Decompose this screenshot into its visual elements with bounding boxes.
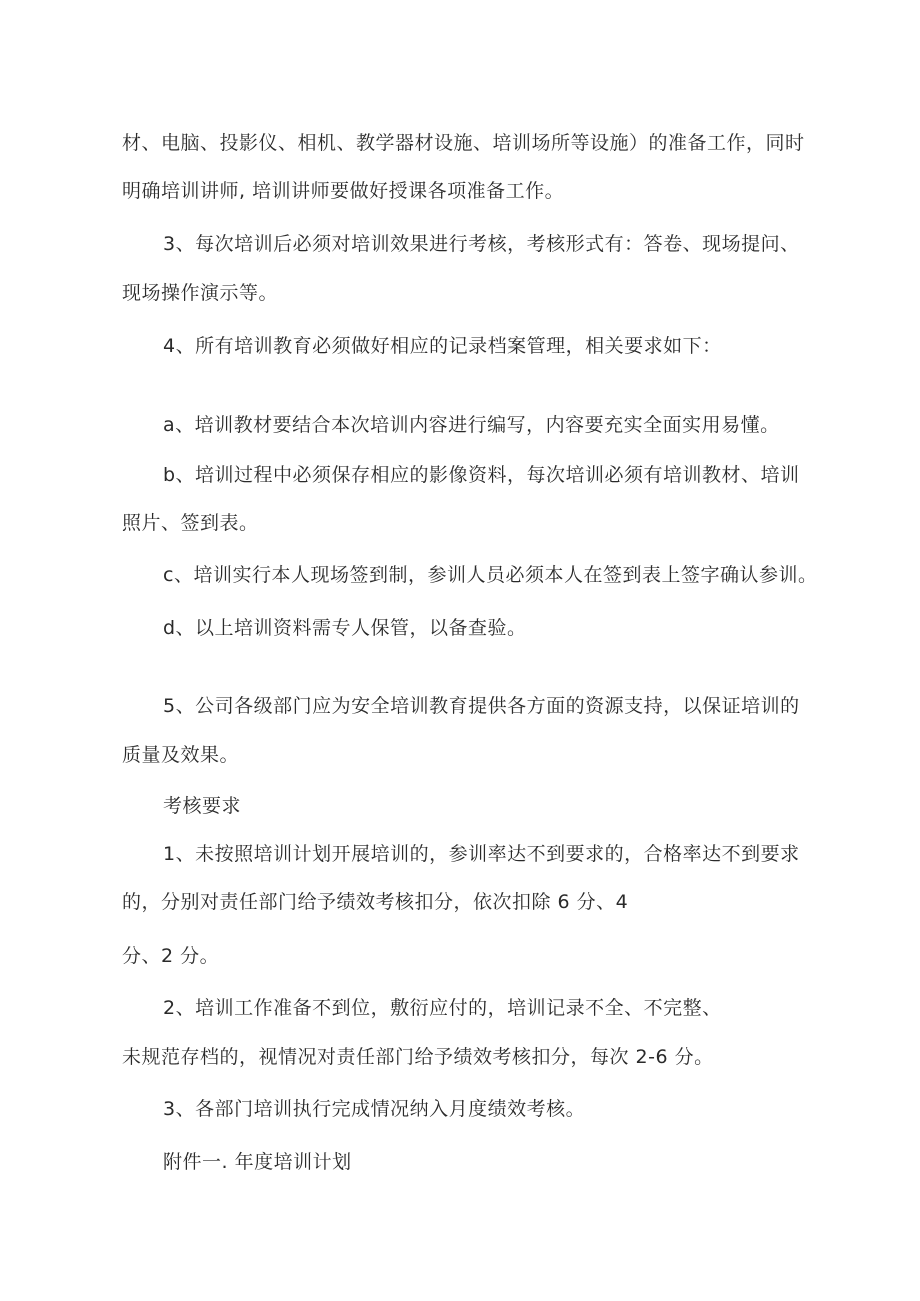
- text-line: c、培训实行本人现场签到制，参训人员必须本人在签到表上签字确认参训。: [163, 564, 818, 586]
- text-line: 3、每次培训后必须对培训效果进行考核，考核形式有：答卷、现场提问、: [163, 233, 800, 255]
- text-line: 材、电脑、投影仪、相机、教学器材设施、培训场所等设施）的准备工作，同时: [122, 132, 805, 154]
- text-line: 照片、签到表。: [122, 512, 259, 534]
- text-line: a、培训教材要结合本次培训内容进行编写，内容要充实全面实用易懂。: [163, 414, 780, 436]
- text-line: 3、各部门培训执行完成情况纳入月度绩效考核。: [163, 1098, 586, 1120]
- text-line: 1、未按照培训计划开展培训的，参训率达不到要求的，合格率达不到要求: [163, 843, 800, 865]
- attachment-label: 附件一. 年度培训计划: [163, 1151, 352, 1173]
- text-line: 现场操作演示等。: [122, 282, 279, 304]
- text-line: 未规范存档的，视情况对责任部门给予绩效考核扣分，每次 2-6 分。: [122, 1046, 714, 1068]
- text-line: 4、所有培训教育必须做好相应的记录档案管理，相关要求如下：: [163, 335, 722, 357]
- text-line: 2、培训工作准备不到位，敷衍应付的，培训记录不全、不完整、: [163, 997, 722, 1019]
- text-line: 明确培训讲师, 培训讲师要做好授课各项准备工作。: [122, 180, 565, 202]
- text-line: 质量及效果。: [122, 744, 240, 766]
- section-heading: 考核要求: [163, 795, 242, 817]
- text-line: 5、公司各级部门应为安全培训教育提供各方面的资源支持，以保证培训的: [163, 695, 800, 717]
- text-line: 分、2 分。: [122, 945, 220, 967]
- text-line: b、培训过程中必须保存相应的影像资料，每次培训必须有培训教材、培训: [163, 464, 800, 486]
- text-line: 的，分别对责任部门给予绩效考核扣分，依次扣除 6 分、4: [122, 891, 629, 913]
- text-line: d、以上培训资料需专人保管，以备查验。: [163, 617, 527, 639]
